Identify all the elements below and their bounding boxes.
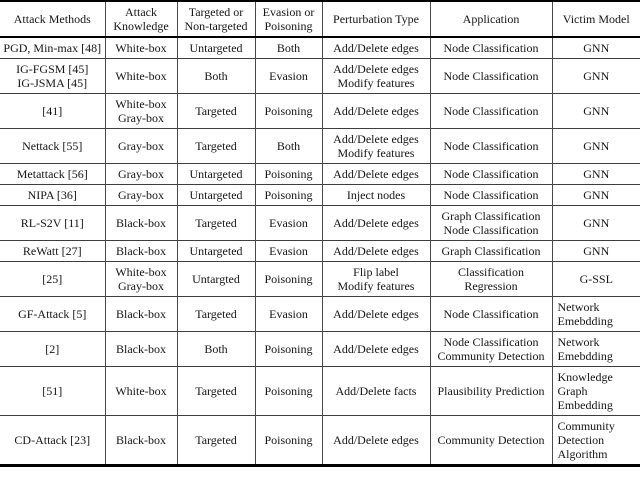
- cell-line: Network: [557, 300, 600, 314]
- cell-line: GNN: [583, 41, 610, 55]
- table-row: [0, 297, 640, 332]
- cell-line: Untargeted: [189, 167, 243, 181]
- table-cell-evasion-or-poisoning: [255, 332, 322, 367]
- cell-line: Add/Delete facts: [335, 384, 417, 398]
- cell-line: Both: [276, 139, 301, 153]
- table-cell-perturbation-type: [322, 367, 430, 416]
- header-label-line: Victim Model: [562, 12, 630, 26]
- cell-line: Plausibility Prediction: [437, 384, 545, 398]
- table-cell-perturbation-type: [322, 129, 430, 164]
- table-row: [0, 94, 640, 129]
- table-cell-targeted-or-non-targeted: [177, 206, 255, 241]
- cell-line: Targeted: [195, 384, 237, 398]
- table-cell-attack-methods: [0, 164, 105, 185]
- table-cell-application: [430, 332, 552, 367]
- table-cell-victim-model: [552, 297, 640, 332]
- table-cell-victim-model: [552, 332, 640, 367]
- cell-line: Regression: [464, 279, 518, 293]
- cell-line: Graph Classification: [441, 209, 541, 223]
- table-cell-evasion-or-poisoning: [255, 164, 322, 185]
- header-label-line: Knowledge: [113, 19, 169, 33]
- table-cell-attack-methods: [0, 416, 105, 466]
- cell-line: Evasion: [269, 216, 308, 230]
- table-cell-perturbation-type: [322, 206, 430, 241]
- table-cell-application: [430, 94, 552, 129]
- table-cell-attack-methods: [0, 332, 105, 367]
- cell-line: RL-S2V [11]: [20, 216, 84, 230]
- table-cell-attack-knowledge: [105, 185, 177, 206]
- cell-line: Node Classification: [443, 223, 539, 237]
- table-cell-attack-methods: [0, 241, 105, 262]
- column-header-application: [430, 1, 552, 37]
- table-row: [0, 59, 640, 94]
- table-cell-evasion-or-poisoning: [255, 129, 322, 164]
- table-cell-targeted-or-non-targeted: [177, 416, 255, 466]
- table-cell-application: [430, 129, 552, 164]
- table-row: [0, 164, 640, 185]
- table-cell-attack-knowledge: [105, 206, 177, 241]
- table-cell-attack-methods: [0, 262, 105, 297]
- cell-line: Gray-box: [118, 111, 164, 125]
- cell-line: White-box: [115, 384, 167, 398]
- table-row: [0, 332, 640, 367]
- cell-line: Node Classification: [443, 104, 539, 118]
- table-cell-perturbation-type: [322, 59, 430, 94]
- table-cell-attack-methods: [0, 185, 105, 206]
- cell-line: NIPA [36]: [27, 188, 77, 202]
- cell-line: Inject nodes: [346, 188, 406, 202]
- cell-line: Black-box: [116, 433, 166, 447]
- table-cell-perturbation-type: [322, 94, 430, 129]
- cell-line: Node Classification: [443, 335, 539, 349]
- cell-line: Gray-box: [118, 167, 164, 181]
- cell-line: Add/Delete edges: [333, 62, 419, 76]
- cell-line: Black-box: [116, 244, 166, 258]
- table-cell-attack-methods: [0, 94, 105, 129]
- table-cell-targeted-or-non-targeted: [177, 129, 255, 164]
- cell-line: Poisoning: [264, 384, 313, 398]
- cell-line: GNN: [583, 167, 610, 181]
- cell-line: Poisoning: [264, 272, 313, 286]
- cell-line: Untargeted: [189, 244, 243, 258]
- cell-line: Both: [204, 69, 228, 83]
- cell-line: Community: [557, 419, 615, 433]
- table-cell-attack-knowledge: [105, 262, 177, 297]
- cell-line: Both: [276, 41, 301, 55]
- table-cell-application: [430, 297, 552, 332]
- cell-line: Black-box: [116, 307, 166, 321]
- cell-line: GF-Attack [5]: [18, 307, 87, 321]
- table-cell-perturbation-type: [322, 241, 430, 262]
- cell-line: Metattack [56]: [16, 167, 88, 181]
- cell-line: Graph: [557, 384, 588, 398]
- cell-line: Evasion: [269, 244, 308, 258]
- cell-line: Add/Delete edges: [333, 167, 419, 181]
- cell-line: Targeted: [195, 307, 237, 321]
- cell-line: White-box: [115, 97, 167, 111]
- cell-line: [25]: [42, 272, 63, 286]
- cell-line: Add/Delete edges: [333, 342, 419, 356]
- cell-line: Community Detection: [437, 433, 545, 447]
- table-cell-perturbation-type: [322, 262, 430, 297]
- table-cell-victim-model: [552, 37, 640, 59]
- cell-line: Poisoning: [264, 188, 313, 202]
- table-row: [0, 37, 640, 59]
- table-row: [0, 416, 640, 466]
- table-cell-attack-knowledge: [105, 297, 177, 332]
- header-row: [0, 1, 640, 37]
- cell-line: GNN: [583, 69, 610, 83]
- table-cell-evasion-or-poisoning: [255, 37, 322, 59]
- cell-line: IG-JSMA [45]: [17, 76, 88, 90]
- table-row: [0, 185, 640, 206]
- cell-line: Poisoning: [264, 104, 313, 118]
- table-cell-targeted-or-non-targeted: [177, 37, 255, 59]
- cell-line: White-box: [115, 265, 167, 279]
- table-cell-perturbation-type: [322, 297, 430, 332]
- table-cell-attack-methods: [0, 206, 105, 241]
- cell-line: Black-box: [116, 342, 166, 356]
- cell-line: White-box: [115, 41, 167, 55]
- cell-line: Node Classification: [443, 69, 539, 83]
- cell-line: Community Detection: [437, 349, 545, 363]
- cell-line: Untargted: [192, 272, 240, 286]
- table-cell-perturbation-type: [322, 185, 430, 206]
- table-cell-attack-knowledge: [105, 241, 177, 262]
- table-cell-targeted-or-non-targeted: [177, 59, 255, 94]
- table-cell-application: [430, 59, 552, 94]
- cell-line: Classification: [458, 265, 524, 279]
- cell-line: Add/Delete edges: [333, 307, 419, 321]
- table-row: [0, 206, 640, 241]
- table-cell-evasion-or-poisoning: [255, 262, 322, 297]
- table-cell-victim-model: [552, 206, 640, 241]
- table-cell-attack-knowledge: [105, 59, 177, 94]
- cell-line: Untargeted: [189, 188, 243, 202]
- table-cell-attack-knowledge: [105, 367, 177, 416]
- cell-line: Knowledge: [557, 370, 613, 384]
- cell-line: GNN: [583, 104, 610, 118]
- table-cell-victim-model: [552, 94, 640, 129]
- column-header-evasion-or-poisoning: [255, 1, 322, 37]
- cell-line: Black-box: [116, 216, 166, 230]
- table-cell-application: [430, 37, 552, 59]
- table-cell-victim-model: [552, 416, 640, 466]
- cell-line: CD-Attack [23]: [14, 433, 91, 447]
- table-body: [0, 37, 640, 466]
- table-cell-attack-methods: [0, 367, 105, 416]
- table-cell-application: [430, 416, 552, 466]
- cell-line: Flip label: [353, 265, 399, 279]
- table-cell-targeted-or-non-targeted: [177, 94, 255, 129]
- cell-line: PGD, Min-max [48]: [3, 41, 102, 55]
- table-cell-perturbation-type: [322, 332, 430, 367]
- cell-line: Poisoning: [264, 167, 313, 181]
- cell-line: Add/Delete edges: [333, 433, 419, 447]
- header-label-line: Perturbation Type: [333, 12, 419, 26]
- header-label-line: Attack: [125, 5, 157, 19]
- cell-line: Add/Delete edges: [333, 41, 419, 55]
- table-cell-targeted-or-non-targeted: [177, 241, 255, 262]
- cell-line: GNN: [583, 188, 610, 202]
- table-cell-targeted-or-non-targeted: [177, 262, 255, 297]
- table-cell-targeted-or-non-targeted: [177, 297, 255, 332]
- table-cell-evasion-or-poisoning: [255, 59, 322, 94]
- table-cell-victim-model: [552, 241, 640, 262]
- cell-line: Gray-box: [118, 279, 164, 293]
- cell-line: Add/Delete edges: [333, 104, 419, 118]
- table-row: [0, 262, 640, 297]
- cell-line: Targeted: [195, 216, 237, 230]
- table-cell-attack-knowledge: [105, 94, 177, 129]
- column-header-attack-knowledge: [105, 1, 177, 37]
- table-cell-attack-knowledge: [105, 37, 177, 59]
- table-cell-evasion-or-poisoning: [255, 416, 322, 466]
- table-cell-evasion-or-poisoning: [255, 94, 322, 129]
- table-cell-perturbation-type: [322, 37, 430, 59]
- column-header-victim-model: [552, 1, 640, 37]
- cell-line: Targeted: [195, 139, 237, 153]
- table-cell-application: [430, 164, 552, 185]
- table-row: [0, 241, 640, 262]
- table-cell-perturbation-type: [322, 416, 430, 466]
- table-cell-application: [430, 367, 552, 416]
- cell-line: Detection: [557, 433, 605, 447]
- table-cell-evasion-or-poisoning: [255, 367, 322, 416]
- cell-line: Targeted: [195, 433, 237, 447]
- cell-line: Network: [557, 335, 600, 349]
- cell-line: White-box: [115, 69, 167, 83]
- cell-line: Emebdding: [557, 314, 613, 328]
- cell-line: Node Classification: [443, 41, 539, 55]
- cell-line: Both: [204, 342, 228, 356]
- cell-line: Poisoning: [264, 342, 313, 356]
- cell-line: Nettack [55]: [22, 139, 83, 153]
- cell-line: Gray-box: [118, 188, 164, 202]
- cell-line: Node Classification: [443, 307, 539, 321]
- table-cell-attack-knowledge: [105, 332, 177, 367]
- header-label-line: Poisoning: [264, 19, 313, 33]
- table-cell-targeted-or-non-targeted: [177, 367, 255, 416]
- table-cell-attack-knowledge: [105, 164, 177, 185]
- table-cell-application: [430, 185, 552, 206]
- table-cell-attack-methods: [0, 129, 105, 164]
- cell-line: [2]: [45, 342, 60, 356]
- table-row: [0, 129, 640, 164]
- cell-line: Add/Delete edges: [333, 244, 419, 258]
- column-header-targeted-or-non-targeted: [177, 1, 255, 37]
- table-cell-evasion-or-poisoning: [255, 241, 322, 262]
- table-cell-victim-model: [552, 59, 640, 94]
- cell-line: Add/Delete edges: [333, 132, 419, 146]
- cell-line: Modify features: [337, 76, 415, 90]
- table-cell-attack-knowledge: [105, 129, 177, 164]
- table-cell-targeted-or-non-targeted: [177, 164, 255, 185]
- table-cell-attack-methods: [0, 37, 105, 59]
- cell-line: Node Classification: [443, 167, 539, 181]
- table-cell-victim-model: [552, 185, 640, 206]
- cell-line: GNN: [583, 216, 610, 230]
- cell-line: Graph Classification: [441, 244, 541, 258]
- cell-line: Node Classification: [443, 139, 539, 153]
- cell-line: Add/Delete edges: [333, 216, 419, 230]
- cell-line: Untargeted: [189, 41, 243, 55]
- cell-line: Node Classification: [443, 188, 539, 202]
- cell-line: Poisoning: [264, 433, 313, 447]
- table-cell-evasion-or-poisoning: [255, 206, 322, 241]
- table-row: [0, 367, 640, 416]
- table-cell-victim-model: [552, 367, 640, 416]
- cell-line: Modify features: [337, 279, 415, 293]
- header-label-line: Targeted or: [188, 5, 244, 19]
- table-cell-evasion-or-poisoning: [255, 297, 322, 332]
- cell-line: Gray-box: [118, 139, 164, 153]
- cell-line: Evasion: [269, 69, 308, 83]
- cell-line: [41]: [42, 104, 63, 118]
- table-cell-victim-model: [552, 129, 640, 164]
- table-cell-targeted-or-non-targeted: [177, 332, 255, 367]
- header-label-line: Non-targeted: [184, 19, 248, 33]
- column-header-attack-methods: [0, 1, 105, 37]
- cell-line: Evasion: [269, 307, 308, 321]
- table-cell-application: [430, 206, 552, 241]
- header-label-line: Evasion or: [262, 5, 315, 19]
- cell-line: [51]: [42, 384, 63, 398]
- table-cell-targeted-or-non-targeted: [177, 185, 255, 206]
- table-cell-victim-model: [552, 164, 640, 185]
- cell-line: Targeted: [195, 104, 237, 118]
- cell-line: G-SSL: [579, 272, 613, 286]
- table-cell-perturbation-type: [322, 164, 430, 185]
- cell-line: Modify features: [337, 146, 415, 160]
- table-cell-application: [430, 241, 552, 262]
- header-label-line: Attack Methods: [13, 12, 91, 26]
- table-cell-evasion-or-poisoning: [255, 185, 322, 206]
- cell-line: Embedding: [557, 398, 613, 412]
- table-cell-victim-model: [552, 262, 640, 297]
- table-cell-attack-knowledge: [105, 416, 177, 466]
- cell-line: Emebdding: [557, 349, 613, 363]
- table-cell-attack-methods: [0, 59, 105, 94]
- cell-line: ReWatt [27]: [22, 244, 82, 258]
- cell-line: IG-FGSM [45]: [16, 62, 89, 76]
- table-header: [0, 1, 640, 37]
- table-cell-attack-methods: [0, 297, 105, 332]
- cell-line: GNN: [583, 244, 610, 258]
- cell-line: Algorithm: [557, 447, 608, 461]
- column-header-perturbation-type: [322, 1, 430, 37]
- cell-line: GNN: [583, 139, 610, 153]
- header-label-line: Application: [462, 12, 520, 26]
- table-cell-application: [430, 262, 552, 297]
